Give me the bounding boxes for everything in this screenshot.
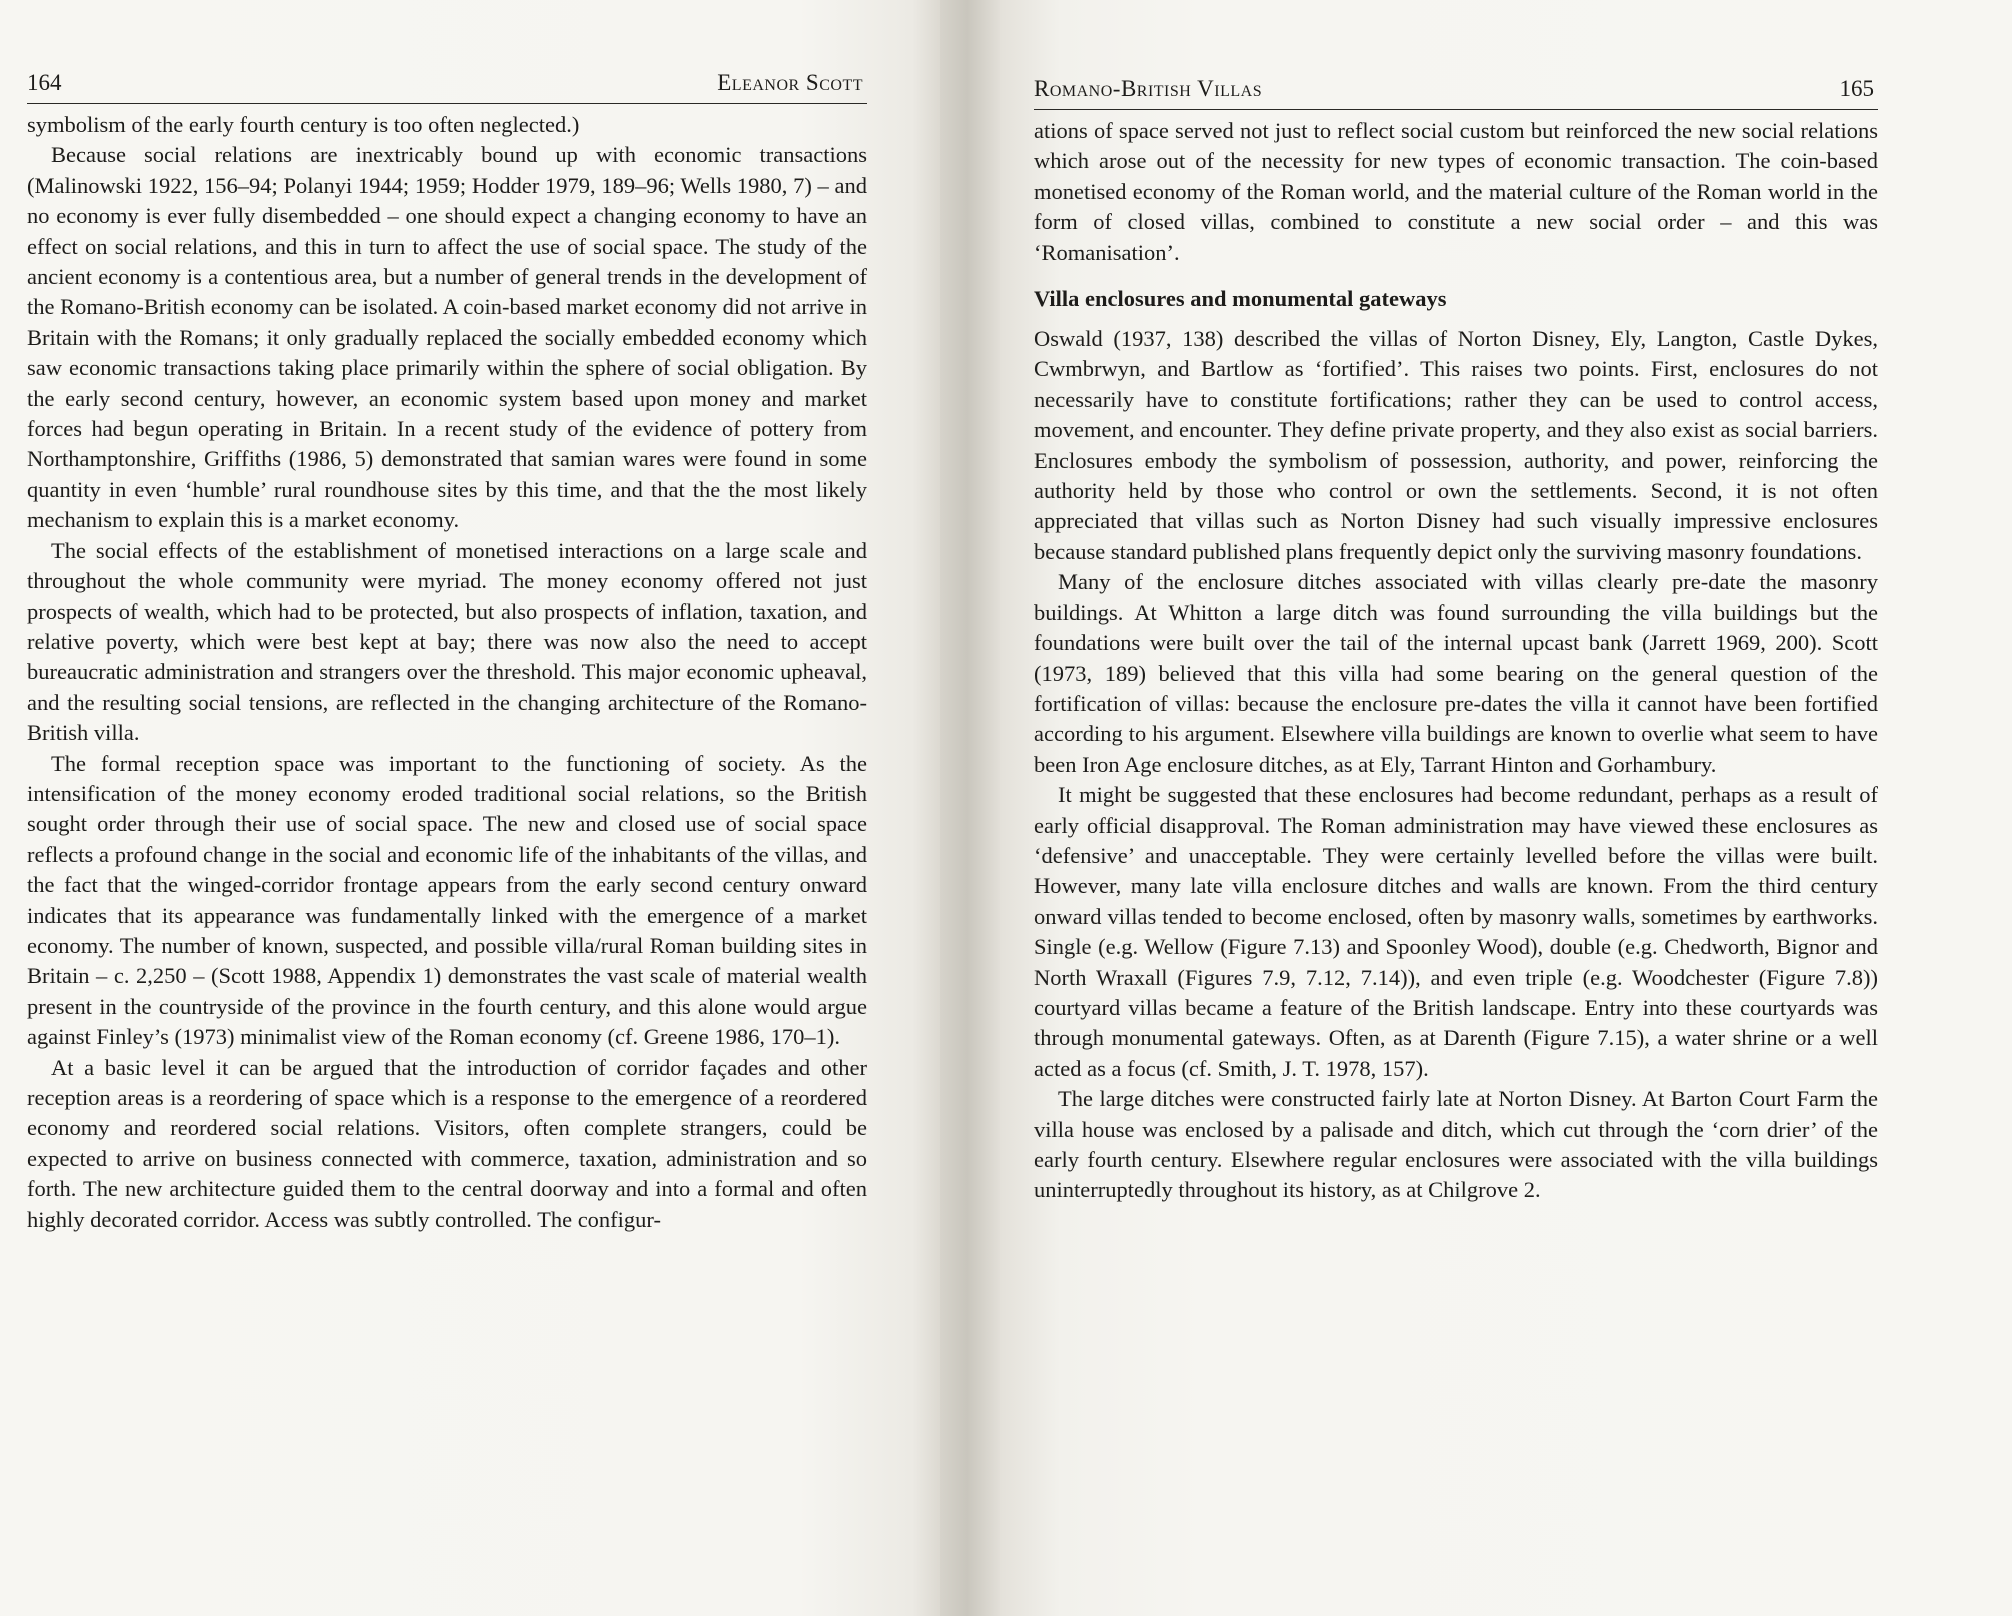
right-paragraph: It might be suggested that these enclosures had become redundant, perhaps as a result of early official disapproval. The Roman administration may have viewed these enclosures as ‘defensive’ and unacceptable. They were certainly levelled before the villas were built. However, many late villa enclosure ditches and walls are known. From the third century onward villas tended to become enclosed, often by masonry walls, sometimes by earthworks. Single (e.g. Wellow (Figure 7.13) and Spoonley Wood), double (e.g. Chedworth, Bignor and North Wraxall (Figures 7.9, 7.12, 7.14)), and even triple (e.g. Woodchester (Figure 7.8)) courtyard villas became a feature of the British landscape. Entry into these courtyards was through monumental gateways. Often, as at Darenth (Figure 7.15), a water shrine or a well acted as a focus (cf. Smith, J. T. 1978, 157). bbox=[1034, 782, 1878, 1081]
right-paragraph: ations of space served not just to reflect social custom but reinforced the new social relations which arose out of the necessity for new types of economic transaction. The coin-based monetised economy of the Roman world, and the material culture of the Roman world in the form of closed villas, combined to constitute a new social order – and this was ‘Romanisation’. bbox=[1034, 118, 1878, 265]
left-running-head: Eleanor Scott bbox=[717, 70, 863, 95]
left-page-number: 164 bbox=[27, 70, 62, 95]
left-running-header bbox=[27, 70, 867, 104]
right-body-text bbox=[1034, 116, 1878, 1206]
left-paragraph: symbolism of the early fourth century is too often neglected.) bbox=[27, 112, 580, 137]
right-paragraph: The large ditches were constructed fairly late at Norton Disney. At Barton Court Farm the villa house was enclosed by a palisade and ditch, which cut through the ‘corn drier’ of the early fourth century. Elsewhere regular enclosures were associated with the villa buildings uninterruptedly throughout its history, as at Chilgrove 2. bbox=[1034, 1086, 1878, 1203]
left-page-content bbox=[27, 70, 867, 1235]
right-paragraph: Many of the enclosure ditches associated with villas clearly pre-date the masonry buildings. At Whitton a large ditch was found surrounding the villa buildings but the foundations were built over the tail of the internal upcast bank (Jarrett 1969, 200). Scott (1973, 189) believed that this villa had some bearing on the general question of the fortification of villas: because the enclosure pre-dates the villa it cannot have been fortified according to his argument. Elsewhere villa buildings are known to overlie what seem to have been Iron Age enclosure ditches, as at Ely, Tarrant Hinton and Gorhambury. bbox=[1034, 569, 1878, 777]
right-running-head: Romano-British Villas bbox=[1034, 76, 1263, 101]
section-heading: Villa enclosures and monumental gateways bbox=[1034, 286, 1447, 312]
left-paragraph: The formal reception space was important to the functioning of society. As the intensification of the money economy eroded traditional social relations, so the British sought order through their use of social space. The new and closed use of social space reflects a profound change in the social and economic life of the inhabitants of the villas, and the fact that the winged-corridor frontage appears from the early second century onward indicates that its appearance was fundamentally linked with the emergence of a market economy. The number of known, suspected, and possible villa/rural Roman building sites in Britain – c. 2,250 – (Scott 1988, Appendix 1) demonstrates the vast scale of material wealth present in the countryside of the province in the fourth century, and this alone would argue against Finley’s (1973) minimalist view of the Roman economy (cf. Greene 1986, 170–1). bbox=[27, 750, 867, 1050]
left-paragraph: At a basic level it can be argued that the introduction of corridor façades and other reception areas is a reordering of space which is a response to the emergence of a reordered economy and reordered social relations. Visitors, often complete strangers, could be expected to arrive on business connected with commerce, taxation, administration and so forth. The new architecture guided them to the central doorway and into a formal and often highly decorated corridor. Access was subtly controlled. The configur- bbox=[27, 1054, 867, 1232]
right-page-content bbox=[1034, 76, 1878, 1206]
right-paragraph: Oswald (1937, 138) described the villas of Norton Disney, Ely, Langton, Castle Dykes, Cwmbrwyn, and Bartlow as ‘fortified’. This raises two points. First, enclosures do not necessarily have to constitute fortifications; rather they can be used to control access, movement, and encounter. They define private property, and they also exist as social barriers. Enclosures embody the symbolism of possession, authority, and power, reinforcing the authority held by those who control or own the settlements. Second, it is not often appreciated that villas such as Norton Disney had such visually impressive enclosures because standard published plans frequently depict only the surviving masonry foundations. bbox=[1034, 326, 1878, 564]
left-paragraph: Because social relations are inextricably bound up with economic transactions (Malinowski 1922, 156–94; Polanyi 1944; 1959; Hodder 1979, 189–96; Wells 1980, 7) – and no economy is ever fully disembedded – one should expect a changing economy to have an effect on social relations, and this in turn to affect the use of social space. The study of the ancient economy is a contentious area, but a number of general trends in the development of the Romano-British economy can be isolated. A coin-based market economy did not arrive in Britain with the Romans; it only gradually replaced the socially embedded economy which saw economic transactions taking place primarily within the sphere of social obligation. By the early second century, however, an economic system based upon money and market forces had begun operating in Britain. In a recent study of the evidence of pottery from Northamptonshire, Griffiths (1986, 5) demonstrated that samian wares were found in some quantity in even ‘humble’ rural roundhouse sites by this time, and that the the most likely mechanism to explain this is a market economy. bbox=[27, 142, 867, 533]
right-page-number: 165 bbox=[1839, 76, 1874, 101]
left-paragraph: The social effects of the establishment of monetised interactions on a large scale and throughout the whole community were myriad. The money economy offered not just prospects of wealth, which had to be protected, but also prospects of inflation, taxation, and relative poverty, which were best kept at bay; there was now also the need to accept bureaucratic administration and strangers over the threshold. This major economic upheaval, and the resulting social tensions, are reflected in the changing architecture of the Romano-British villa. bbox=[27, 537, 867, 746]
book-gutter bbox=[940, 0, 1000, 1616]
left-body-text bbox=[27, 110, 867, 1235]
right-running-header bbox=[1034, 76, 1878, 110]
